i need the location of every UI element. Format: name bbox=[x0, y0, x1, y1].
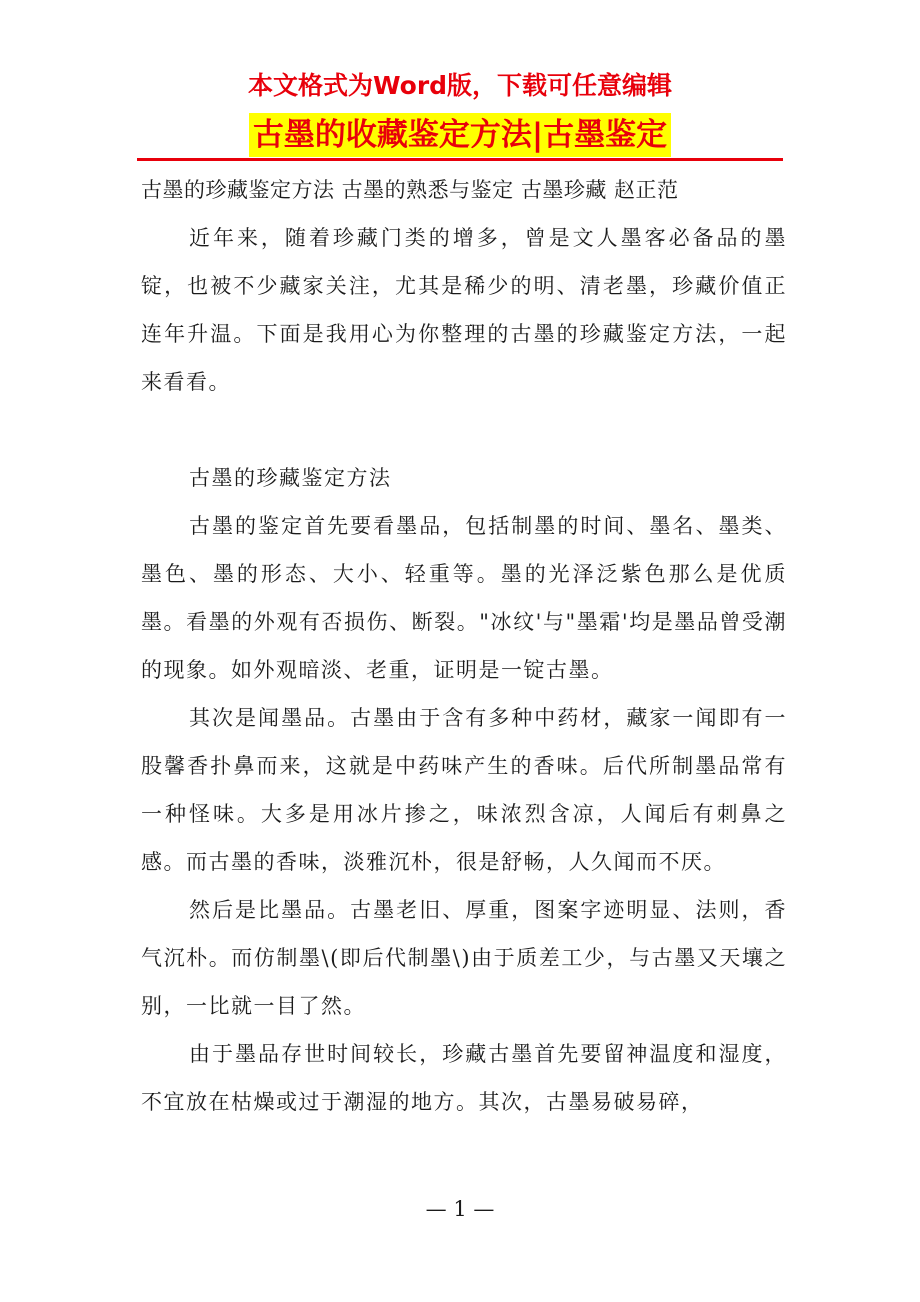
format-banner: 本文格式为Word版，下载可任意编辑 bbox=[247, 71, 673, 100]
body-paragraph: 其次是闻墨品。古墨由于含有多种中药材，藏家一闻即有一股馨香扑鼻而来，这就是中药味产生的香味。后代所制墨品常有一种怪味。大多是用冰片掺之，味浓烈含凉，人闻后有刺鼻之感。而古墨的香味，淡雅沉朴，很是舒畅，人久闻而不厌。 bbox=[141, 706, 787, 874]
section-heading: 古墨的珍藏鉴定方法 bbox=[189, 466, 392, 490]
paragraph-spacer bbox=[141, 406, 787, 454]
page-number: — 1 — bbox=[425, 1197, 495, 1221]
body-paragraph: 古墨的鉴定首先要看墨品，包括制墨的时间、墨名、墨类、墨色、墨的形态、大小、轻重等。墨的光泽泛紫色那么是优质墨。看墨的外观有否损伤、断裂。"冰纹'与"墨霜'均是墨品曾受潮的现象。如外观暗淡、老重，证明是一锭古墨。 bbox=[141, 514, 787, 682]
document-title: 古墨的收藏鉴定方法|古墨鉴定 bbox=[249, 113, 671, 157]
document-body bbox=[141, 166, 787, 1126]
subtitle-line: 古墨的珍藏鉴定方法 古墨的熟悉与鉴定 古墨珍藏 赵正范 bbox=[141, 178, 679, 202]
title-container bbox=[0, 113, 920, 157]
intro-paragraph: 近年来，随着珍藏门类的增多，曾是文人墨客必备品的墨锭，也被不少藏家关注，尤其是稀少的明、清老墨，珍藏价值正连年升温。下面是我用心为你整理的古墨的珍藏鉴定方法，一起来看看。 bbox=[141, 226, 787, 394]
body-paragraph: 由于墨品存世时间较长，珍藏古墨首先要留神温度和湿度，不宜放在枯燥或过于潮湿的地方。其次，古墨易破易碎， bbox=[141, 1042, 787, 1114]
title-divider bbox=[137, 158, 783, 161]
body-paragraph: 然后是比墨品。古墨老旧、厚重，图案字迹明显、法则，香气沉朴。而仿制墨\(即后代制墨\)由于质差工少，与古墨又天壤之别，一比就一目了然。 bbox=[141, 898, 787, 1018]
